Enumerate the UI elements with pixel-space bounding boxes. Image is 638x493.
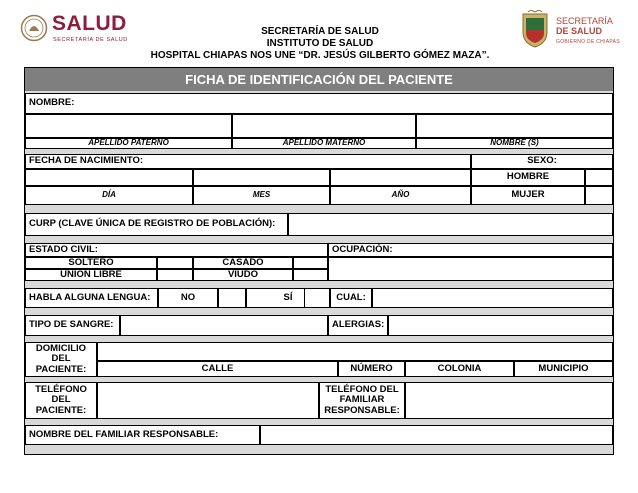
lengua-si-label: SÍ [246,288,330,308]
chiapas-shield-icon [520,10,550,48]
patient-id-form [24,67,614,455]
familiar-responsable-label: NOMBRE DEL FAMILIAR RESPONSABLE: [25,425,260,445]
curp-field[interactable] [288,213,613,236]
anio-field[interactable] [330,169,471,186]
municipio-caption: MUNICIPIO [514,361,613,377]
numero-caption: NÚMERO [338,361,405,377]
fecha-nacimiento-label: FECHA DE NACIMIENTO: [25,154,471,169]
chiapas-logo-line-2: DE SALUD [556,26,603,36]
apellido-paterno-field[interactable] [25,114,232,138]
telefono-familiar-field[interactable] [405,382,613,419]
dia-caption: DÍA [25,186,193,205]
salud-subtitle: SECRETARÍA DE SALUD [53,37,128,43]
lengua-no-checkbox[interactable] [218,288,246,308]
apellido-materno-caption: APELLIDO MATERNO [232,138,416,149]
calle-caption: CALLE [97,361,338,377]
casado-checkbox[interactable] [293,257,328,269]
apellido-materno-field[interactable] [232,114,416,138]
header-line-3: HOSPITAL CHIAPAS NOS UNE “DR. JESÚS GILBERTO GÓMEZ MAZA”. [150,50,490,61]
chiapas-logo [520,10,630,54]
form-title: FICHA DE IDENTIFICACIÓN DEL PACIENTE [25,68,613,91]
curp-label: CURP (CLAVE ÚNICA DE REGISTRO DE POBLACIÓN): [25,213,288,236]
casado-label: CASADO [193,257,293,269]
dia-field[interactable] [25,169,193,186]
mujer-checkbox[interactable] [585,186,613,205]
salud-brand: SALUD [52,12,127,35]
lengua-label: HABLA ALGUNA LENGUA: [25,288,158,308]
ocupacion-label: OCUPACIÓN: [328,243,613,257]
sexo-label: SEXO: [471,154,613,169]
soltero-label: SOLTERO [25,257,157,269]
lengua-no-label: NO [158,288,218,308]
telefono-paciente-field[interactable] [97,382,319,419]
nombres-field[interactable] [416,114,613,138]
lengua-cual-field[interactable] [372,288,613,308]
mes-field[interactable] [193,169,330,186]
alergias-label: ALERGIAS: [328,315,388,336]
ocupacion-field[interactable] [328,257,613,281]
domicilio-field[interactable] [97,342,613,361]
hombre-checkbox[interactable] [585,169,613,186]
lengua-cual-label: CUAL: [330,288,372,308]
tipo-sangre-field[interactable] [120,315,328,336]
familiar-responsable-field[interactable] [260,425,613,445]
anio-caption: AÑO [330,186,471,205]
colonia-caption: COLONIA [405,361,514,377]
sexo-hombre-label: HOMBRE [471,169,585,186]
soltero-checkbox[interactable] [157,257,193,269]
apellido-paterno-caption: APELLIDO PATERNO [25,138,232,149]
chiapas-logo-line-3: GOBIERNO DE CHIAPAS [556,39,620,45]
nombres-caption: NOMBRE (S) [416,138,613,149]
tipo-sangre-label: TIPO DE SANGRE: [25,315,120,336]
telefono-familiar-label: TELÉFONO DEL FAMILIAR RESPONSABLE: [319,382,405,419]
mes-caption: MES [193,186,330,205]
chiapas-logo-line-1: SECRETARÍA [556,16,613,26]
telefono-paciente-label: TELÉFONO DEL PACIENTE: [25,382,97,419]
document-header [140,26,500,62]
union-libre-checkbox[interactable] [157,269,193,281]
lengua-si-checkbox[interactable] [304,288,330,308]
salud-logo [20,12,132,50]
viudo-checkbox[interactable] [293,269,328,281]
viudo-label: VIUDO [193,269,293,281]
header-line-2: INSTITUTO DE SALUD [266,38,374,49]
sexo-mujer-label: MUJER [471,186,585,205]
domicilio-label: DOMICILIO DEL PACIENTE: [25,342,97,377]
nombre-label: NOMBRE: [25,93,613,114]
mexico-seal-icon [20,14,48,42]
header-line-1: SECRETARÍA DE SALUD [261,26,379,37]
estado-civil-label: ESTADO CIVIL: [25,243,328,257]
alergias-field[interactable] [388,315,613,336]
union-libre-label: UNIÓN LIBRE [25,269,157,281]
